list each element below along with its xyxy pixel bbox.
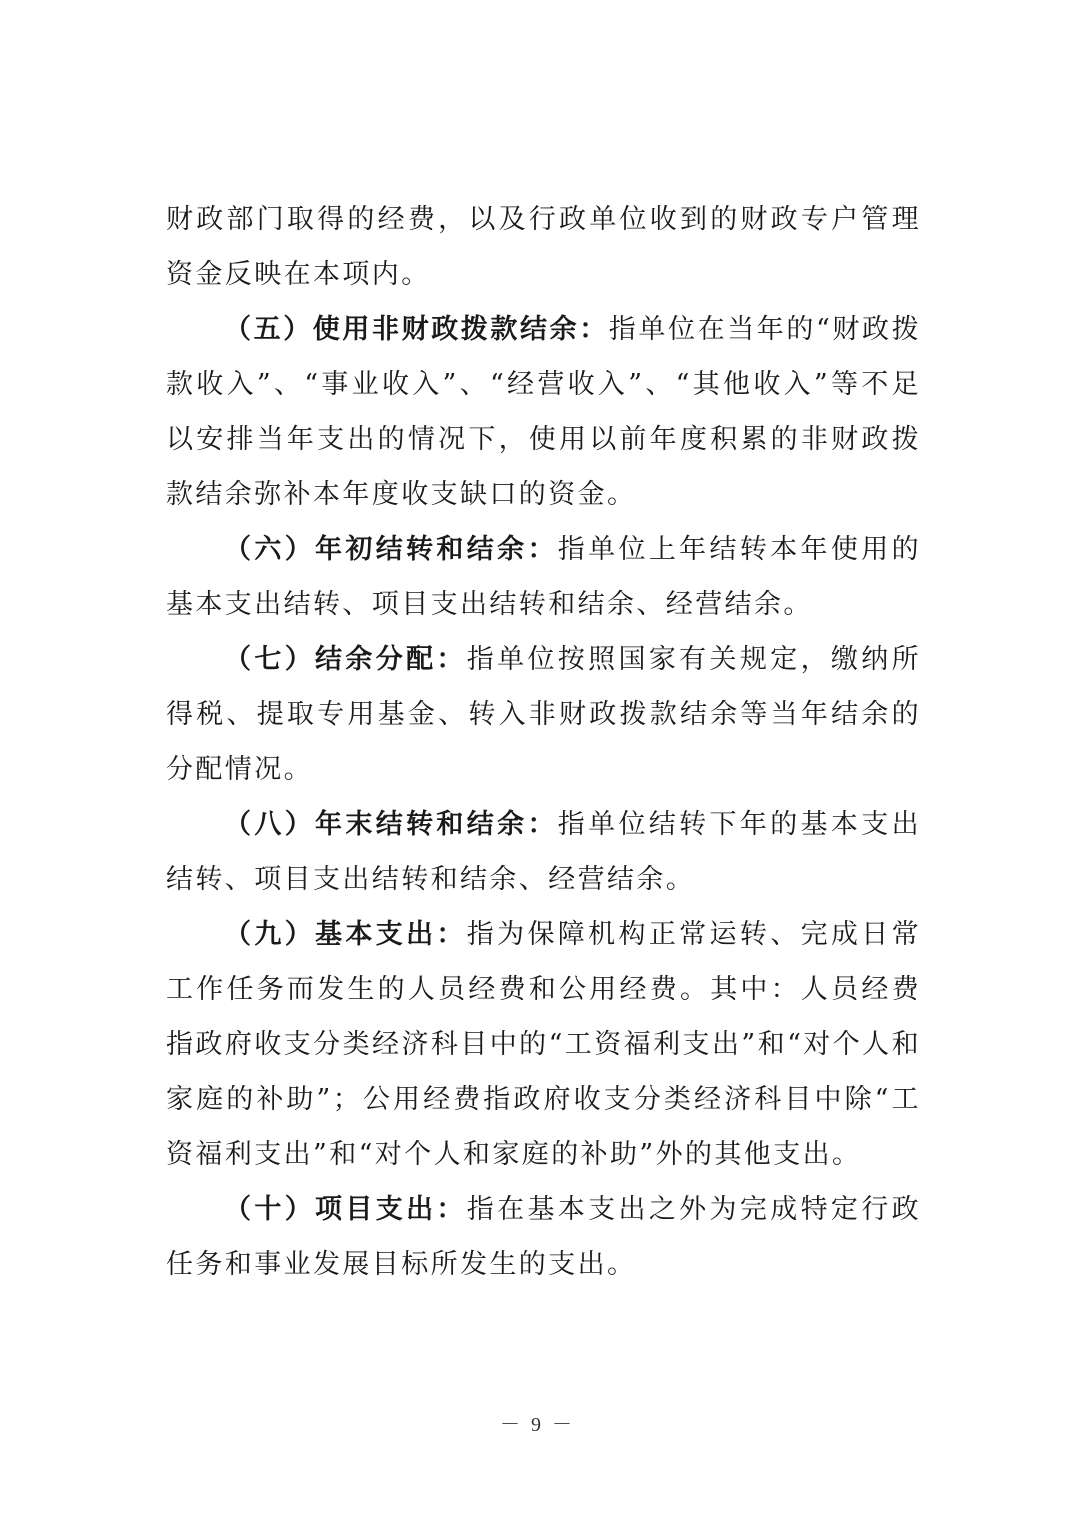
paragraph-heading: （七）结余分配：: [224, 644, 467, 675]
paragraph-body: 指单位在当年的“财政拨款收入”、“事业收入”、“经营收入”、“其他收入”等不足以安排当年支出的情况下，使用以前年度积累的非财政拨款结余弥补本年度收支缺口的资金。: [166, 314, 921, 510]
paragraph-body: 指单位按照国家有关规定，缴纳所得税、提取专用基金、转入非财政拨款结余等当年结余的分配情况。: [166, 644, 921, 785]
paragraph-heading: （十）项目支出：: [224, 1194, 467, 1225]
paragraph-body: 指单位结转下年的基本支出结转、项目支出结转和结余、经营结余。: [166, 809, 921, 895]
paragraph-7: [166, 632, 921, 797]
paragraph-heading: （六）年初结转和结余：: [224, 534, 558, 565]
paragraph-body: 指单位上年结转本年使用的基本支出结转、项目支出结转和结余、经营结余。: [166, 534, 921, 620]
paragraph-heading: （八）年末结转和结余：: [224, 809, 558, 840]
paragraph-5: [166, 302, 921, 522]
paragraph-body: 指在基本支出之外为完成特定行政任务和事业发展目标所发生的支出。: [166, 1194, 921, 1280]
page-number: － 9 －: [500, 1414, 575, 1436]
body-text: [166, 192, 921, 1292]
paragraph-heading: （九）基本支出：: [224, 919, 467, 950]
paragraph-heading: （五）使用非财政拨款结余：: [224, 314, 609, 345]
paragraph-8: [166, 797, 921, 907]
paragraph-body: 指为保障机构正常运转、完成日常工作任务而发生的人员经费和公用经费。其中：人员经费指政府收支分类经济科目中的“工资福利支出”和“对个人和家庭的补助”；公用经费指政府收支分类经济科目中除“工资福利支出”和“对个人和家庭的补助”外的其他支出。: [166, 919, 921, 1170]
paragraph-continuation: [166, 192, 921, 302]
paragraph-body: 财政部门取得的经费，以及行政单位收到的财政专户管理资金反映在本项内。: [166, 204, 921, 290]
paragraph-6: [166, 522, 921, 632]
paragraph-9: [166, 907, 921, 1182]
paragraph-10: [166, 1182, 921, 1292]
